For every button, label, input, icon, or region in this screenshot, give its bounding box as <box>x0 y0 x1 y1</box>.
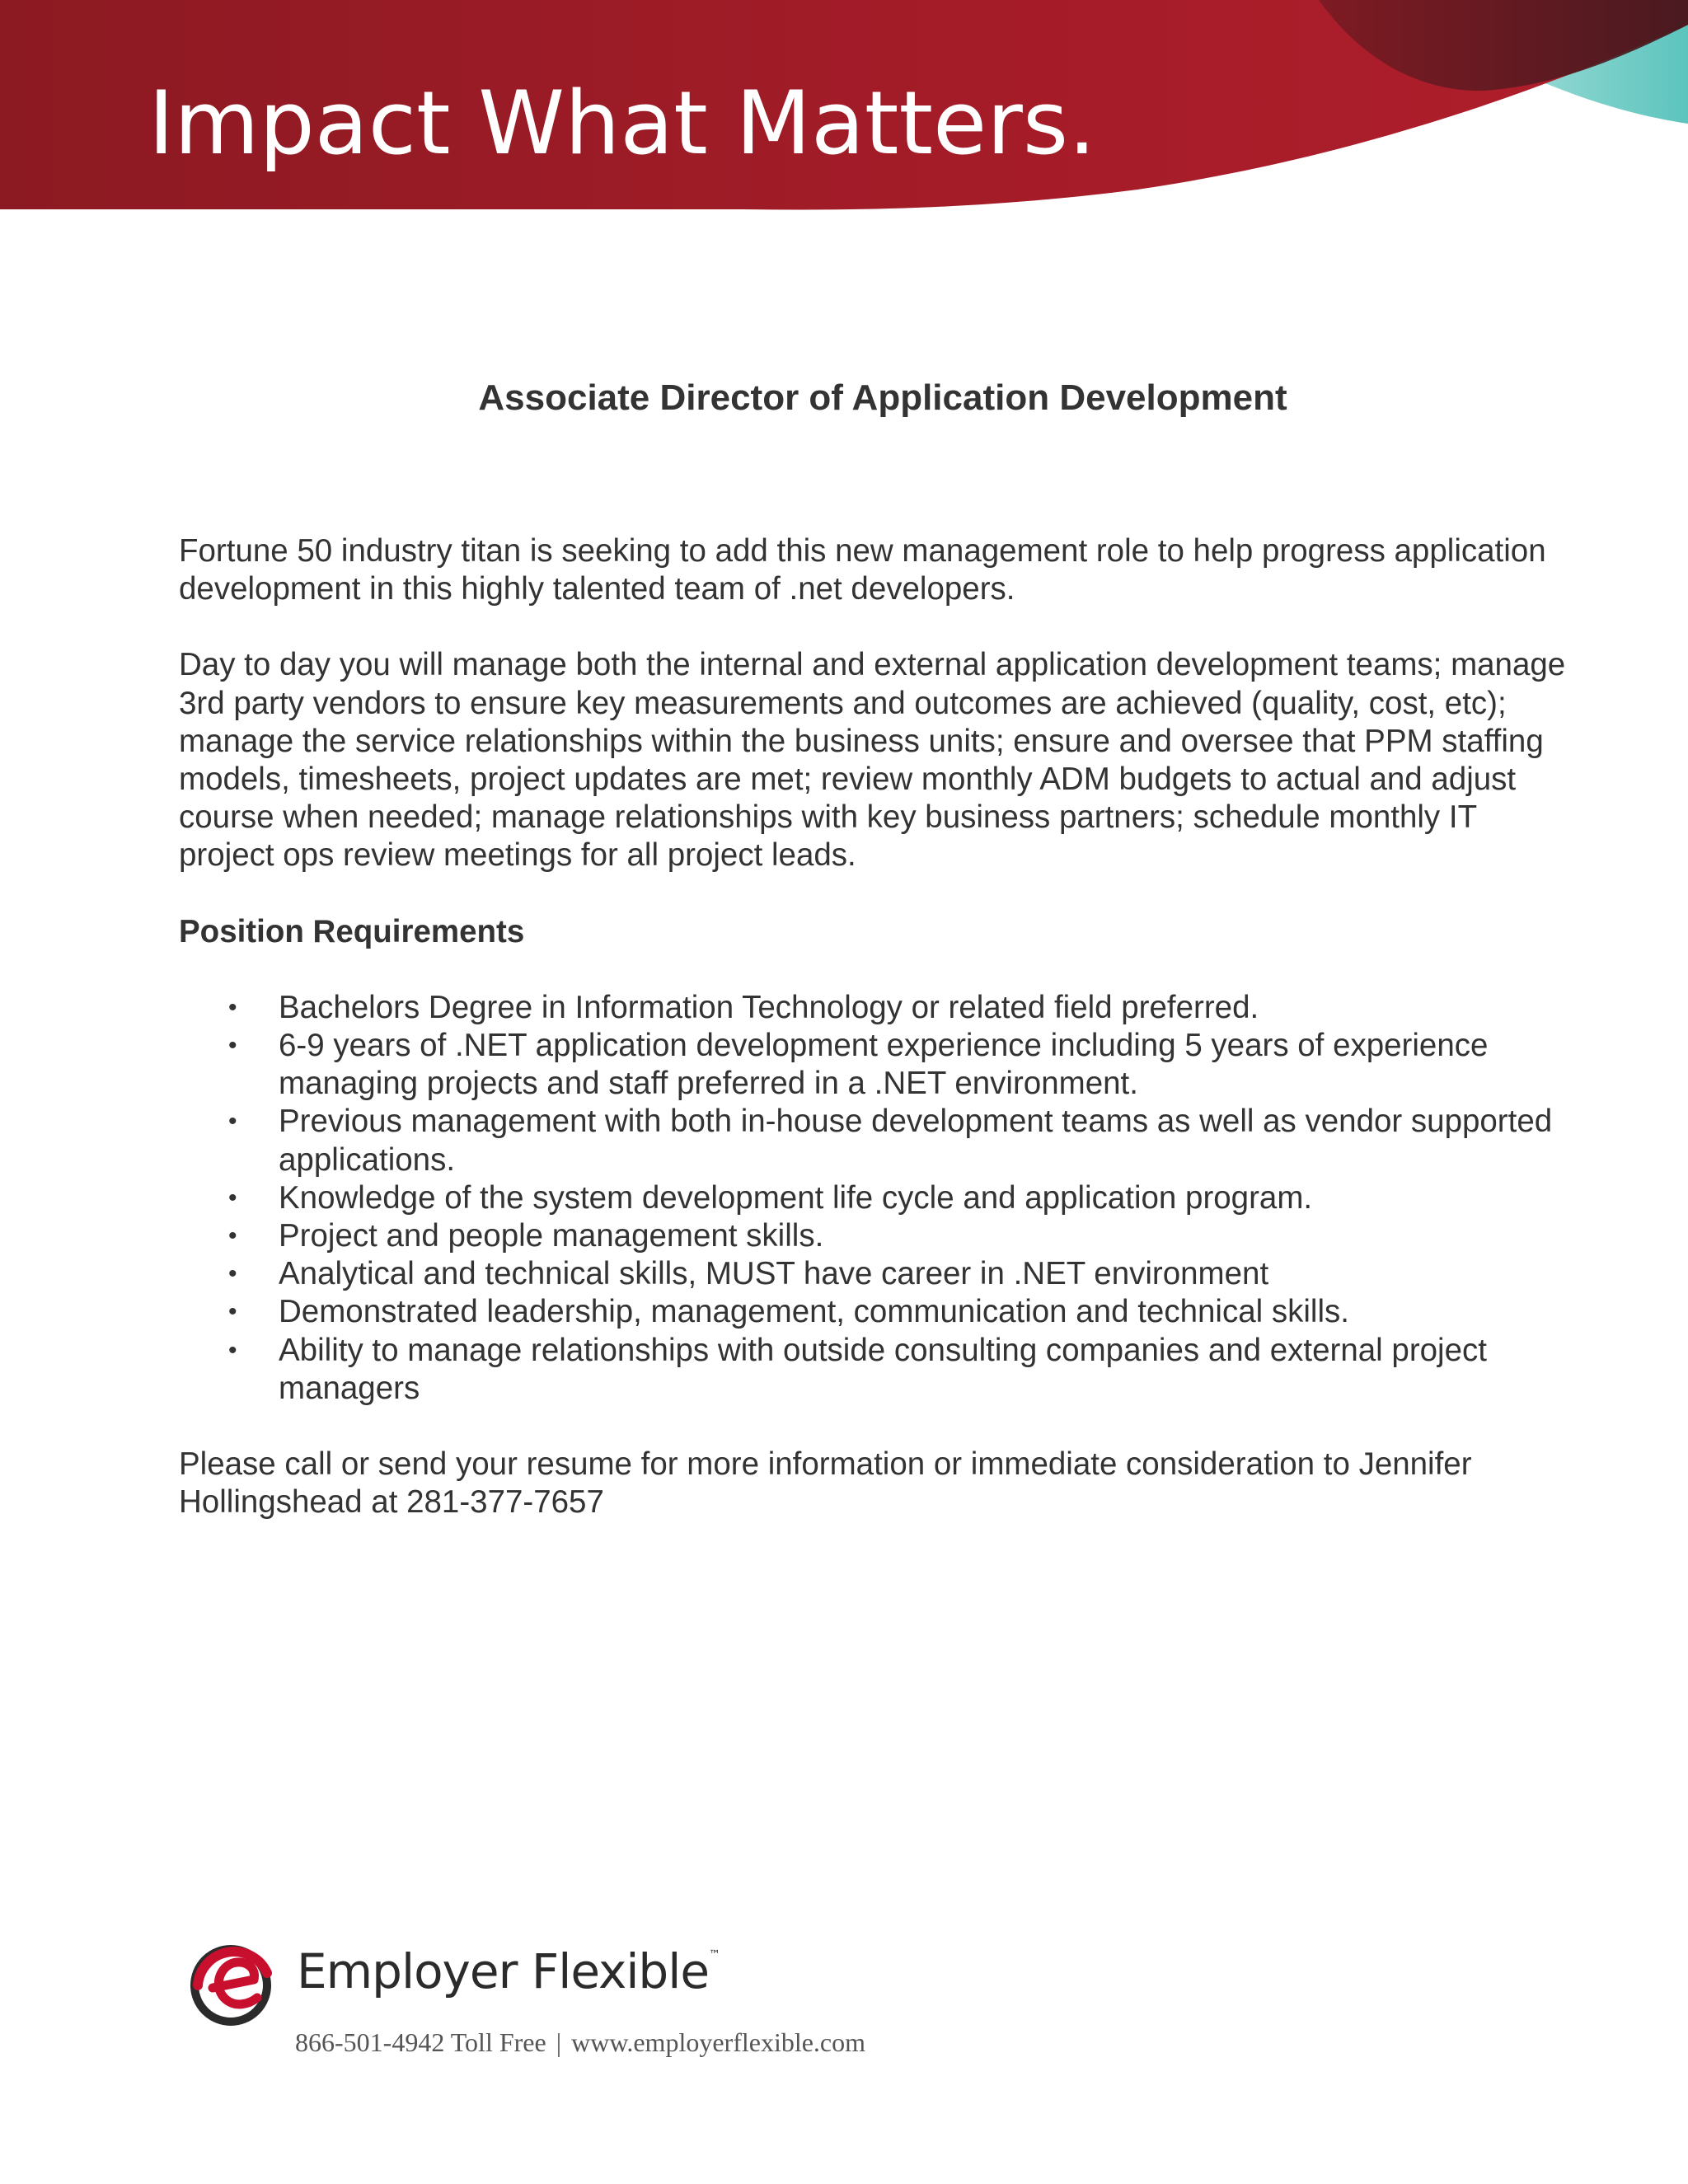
closing-paragraph: Please call or send your resume for more information or immediate consideration to Jennifer Hollingshead at 281-377-7657 <box>179 1446 1472 1521</box>
list-item <box>179 1027 1580 1103</box>
list-item <box>179 1332 1580 1408</box>
requirement-text: Bachelors Degree in Information Technology or related field preferred. <box>279 989 1259 1025</box>
tagline: Impact What Matters. <box>148 73 1096 174</box>
phone-number: 866-501-4942 Toll Free <box>295 2027 546 2057</box>
bullet-icon: • <box>228 1032 237 1060</box>
requirement-text: 6-9 years of .NET application development experience including 5 years of experience managing projects and staff preferred in a .NET environment. <box>279 1028 1489 1102</box>
brand-name-text: Employer Flexible <box>297 1943 710 1999</box>
requirement-text: Project and people management skills. <box>279 1218 824 1254</box>
job-title: Associate Director of Application Development <box>478 377 1287 418</box>
requirements-heading: Position Requirements <box>179 913 525 949</box>
list-item <box>179 1293 1580 1331</box>
requirement-text: Demonstrated leadership, management, communication and technical skills. <box>279 1294 1349 1330</box>
bullet-icon: • <box>228 993 237 1021</box>
employer-flexible-logo-icon <box>190 1940 280 2031</box>
website-url: www.employerflexible.com <box>571 2027 866 2057</box>
bullet-icon: • <box>228 1108 237 1136</box>
requirements-list <box>179 989 1580 1408</box>
bullet-icon: • <box>228 1298 237 1326</box>
bullet-icon: • <box>228 1183 237 1212</box>
intro-paragraph: Fortune 50 industry titan is seeking to add this new management role to help progress application development in this highly talented team of .net developers. <box>179 533 1546 607</box>
list-item <box>179 1103 1580 1179</box>
company-logo <box>190 1937 931 2077</box>
list-item <box>179 1255 1580 1293</box>
job-description <box>179 532 1580 1521</box>
contact-line <box>295 2027 865 2058</box>
bullet-icon: • <box>228 1260 237 1288</box>
duties-paragraph: Day to day you will manage both the internal and external application development teams; manage 3rd party vendors to ensure key measurements and outcomes are achieved (quality, cost, etc); manage the service relationships within the business units; ensure and oversee that PPM staffing models, timesheets, project updates are met; review monthly ADM budgets to actual and adjust course when needed; manage relationships with key business partners; schedule monthly IT project ops review meetings for all project leads. <box>179 647 1566 874</box>
bullet-icon: • <box>228 1336 237 1364</box>
requirement-text: Ability to manage relationships with outside consulting companies and external project managers <box>279 1332 1487 1406</box>
contact-separator: | <box>556 2027 562 2057</box>
list-item <box>179 1179 1580 1217</box>
trademark-symbol: ™ <box>709 1948 720 1961</box>
requirement-text: Previous management with both in-house development teams as well as vendor supported applications. <box>279 1104 1553 1178</box>
list-item <box>179 989 1580 1027</box>
bullet-icon: • <box>228 1222 237 1250</box>
requirement-text: Analytical and technical skills, MUST have career in .NET environment <box>279 1256 1269 1292</box>
requirement-text: Knowledge of the system development life cycle and application program. <box>279 1179 1313 1216</box>
brand-name <box>297 1943 720 1999</box>
list-item <box>179 1217 1580 1255</box>
